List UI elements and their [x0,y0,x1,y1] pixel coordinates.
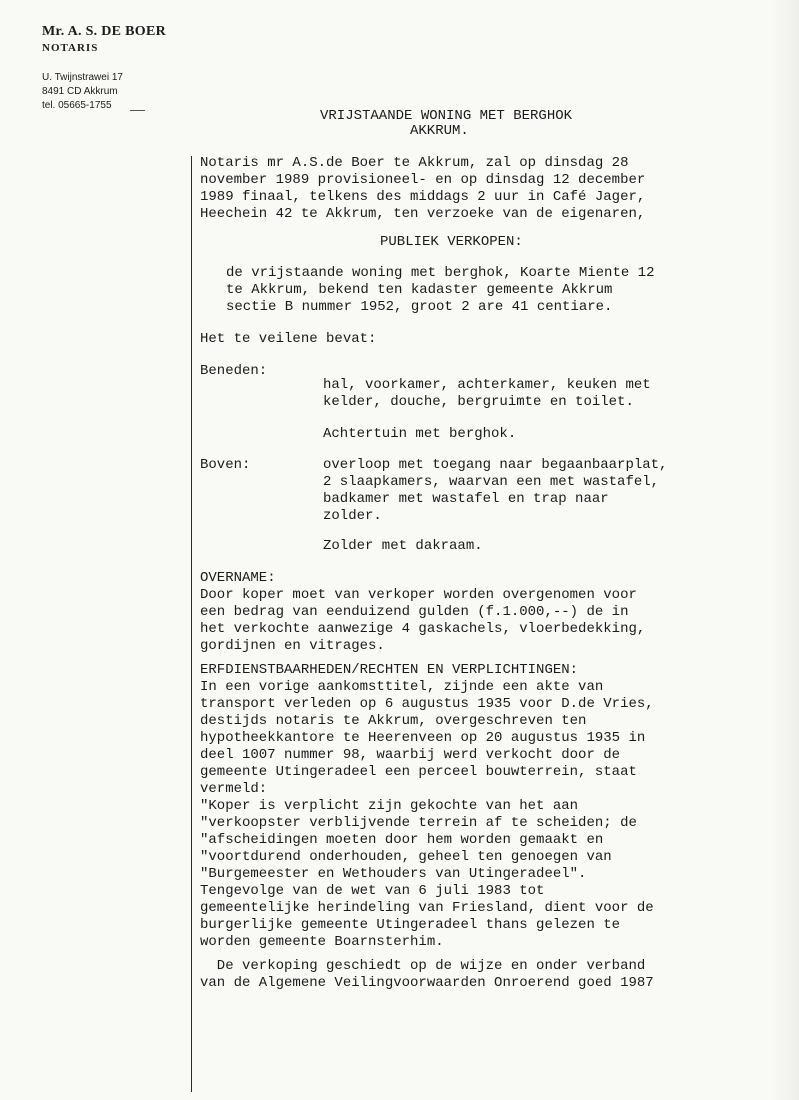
boven-line: badkamer met wastafel en trap naar [323,491,609,507]
erf-line: destijds notaris te Akkrum, overgeschreven ten [200,713,587,729]
phone-underline [130,110,145,111]
notary-title: NOTARIS [42,42,99,54]
address-city: 8491 CD Akkrum [42,86,118,97]
boven-label: Boven: [200,457,251,473]
overname-line: een bedrag van eenduizend gulden (f.1.000,--) de in [200,604,629,620]
notary-name: Mr. A. S. DE BOER [42,24,166,39]
address-phone: tel. 05665-1755 [42,100,112,111]
overname-line: Door koper moet van verkoper worden overgenomen voor [200,587,637,603]
erf-line: Tengevolge van de wet van 6 juli 1983 tot [200,883,545,899]
erf-line: "afscheidingen moeten door hem worden gemaakt en [200,832,604,848]
achtertuin-line: Achtertuin met berghok. [323,426,517,442]
document-title: VRIJSTAANDE WONING MET BERGHOK [320,108,573,124]
boven-line: overloop met toegang naar begaanbaarplat, [323,457,668,473]
boven-line: zolder. [323,508,382,524]
erf-line: In een vorige aankomsttitel, zijnde een akte van [200,679,604,695]
bevat-heading: Het te veilene bevat: [200,331,377,347]
property-line: te Akkrum, bekend ten kadaster gemeente Akkrum [226,282,613,298]
erf-line: gemeente Utingeradeel een perceel bouwterrein, staat [200,764,637,780]
property-line: sectie B nummer 1952, groot 2 are 41 centiare. [226,299,613,315]
erfdienstbaarheden-heading: ERFDIENSTBAARHEDEN/RECHTEN EN VERPLICHTINGEN: [200,662,579,678]
intro-line: november 1989 provisioneel- en op dinsdag 12 december [200,172,646,188]
publiek-verkopen: PUBLIEK VERKOPEN: [380,234,523,250]
erf-line: "Koper is verplicht zijn gekochte van het aan [200,798,579,814]
erf-line: worden gemeente Boarnsterhim. [200,934,444,950]
closing-line: De verkoping geschiedt op de wijze en onder verband [200,958,646,974]
erf-line: "Burgemeester en Wethouders van Utingeradeel". [200,866,587,882]
margin-line [191,156,192,1092]
overname-line: het verkochte aanwezige 4 gaskachels, vloerbedekking, [200,621,646,637]
overname-heading: OVERNAME: [200,570,276,586]
zolder-line: Zolder met dakraam. [323,538,483,554]
erf-line: deel 1007 nummer 98, waarbij werd verkocht door de [200,747,621,763]
erf-line: gemeentelijke herindeling van Friesland, dient voor de [200,900,654,916]
beneden-line: kelder, douche, bergruimte en toilet. [323,394,634,410]
erf-line: "verkoopster verblijvende terrein af te scheiden; de [200,815,637,831]
erf-line: burgerlijke gemeente Utingeradeel thans gelezen te [200,917,621,933]
erf-line: hypotheekkantore te Heerenveen op 20 augustus 1935 in [200,730,646,746]
beneden-label: Beneden: [200,363,268,379]
document-subtitle: AKKRUM. [410,123,469,139]
intro-line: 1989 finaal, telkens des middags 2 uur in Café Jager, [200,189,646,205]
boven-line: 2 slaapkamers, waarvan een met wastafel, [323,474,660,490]
overname-line: gordijnen en vitrages. [200,638,385,654]
closing-line: van de Algemene Veilingvoorwaarden Onroerend goed 1987 [200,975,654,991]
address-street: U. Twijnstrawei 17 [42,72,123,83]
erf-line: vermeld: [200,781,268,797]
erf-line: transport verleden op 6 augustus 1935 voor D.de Vries, [200,696,654,712]
page-edge-shadow [771,0,799,1100]
intro-line: Heechein 42 te Akkrum, ten verzoeke van de eigenaren, [200,206,646,222]
property-line: de vrijstaande woning met berghok, Koarte Miente 12 [226,265,655,281]
beneden-line: hal, voorkamer, achterkamer, keuken met [323,377,651,393]
erf-line: "voortdurend onderhouden, geheel ten genoegen van [200,849,612,865]
intro-line: Notaris mr A.S.de Boer te Akkrum, zal op dinsdag 28 [200,155,629,171]
